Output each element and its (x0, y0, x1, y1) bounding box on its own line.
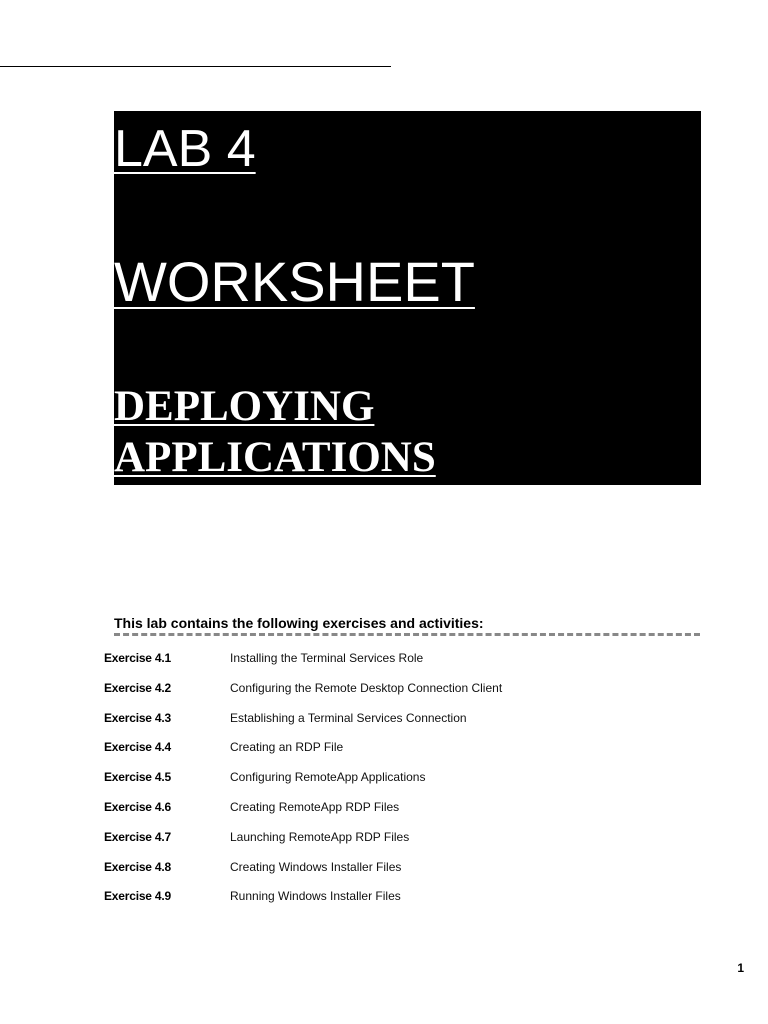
exercises-intro: This lab contains the following exercises and activities: (114, 615, 484, 631)
exercise-title: Running Windows Installer Files (230, 889, 401, 904)
lab-subtitle: WORKSHEET (114, 250, 475, 313)
exercise-list (104, 650, 664, 918)
exercise-row (104, 769, 664, 799)
exercise-title: Creating Windows Installer Files (230, 859, 402, 874)
lab-title: LAB 4 (114, 120, 256, 178)
exercise-row (104, 680, 664, 710)
exercise-number: Exercise 4.3 (104, 710, 171, 725)
exercise-row (104, 650, 664, 680)
exercise-row (104, 859, 664, 889)
exercise-number: Exercise 4.8 (104, 859, 171, 874)
exercise-number: Exercise 4.4 (104, 740, 171, 755)
exercise-title: Installing the Terminal Services Role (230, 651, 424, 665)
dashed-divider (114, 633, 700, 636)
exercise-number: Exercise 4.6 (104, 799, 171, 814)
exercise-row (104, 829, 664, 859)
exercise-row (104, 710, 664, 740)
exercise-number: Exercise 4.5 (104, 770, 171, 785)
exercise-title: Creating an RDP File (230, 740, 344, 755)
exercise-title: Configuring RemoteApp Applications (230, 770, 426, 785)
page-number: 1 (737, 961, 744, 975)
exercise-title: Launching RemoteApp RDP Files (230, 829, 410, 844)
exercise-number: Exercise 4.2 (104, 680, 171, 695)
exercise-number: Exercise 4.9 (104, 889, 171, 904)
exercise-title: Configuring the Remote Desktop Connection Client (230, 680, 503, 695)
title-block (114, 111, 701, 485)
exercise-title: Creating RemoteApp RDP Files (230, 799, 400, 814)
exercise-row (104, 799, 664, 829)
lab-topic: DEPLOYING APPLICATIONS (114, 383, 436, 481)
exercise-row (104, 739, 664, 769)
header-rule (0, 66, 391, 67)
exercise-number: Exercise 4.7 (104, 829, 171, 844)
exercise-title: Establishing a Terminal Services Connection (230, 710, 467, 725)
exercise-row (104, 888, 664, 918)
exercise-number: Exercise 4.1 (104, 651, 171, 665)
